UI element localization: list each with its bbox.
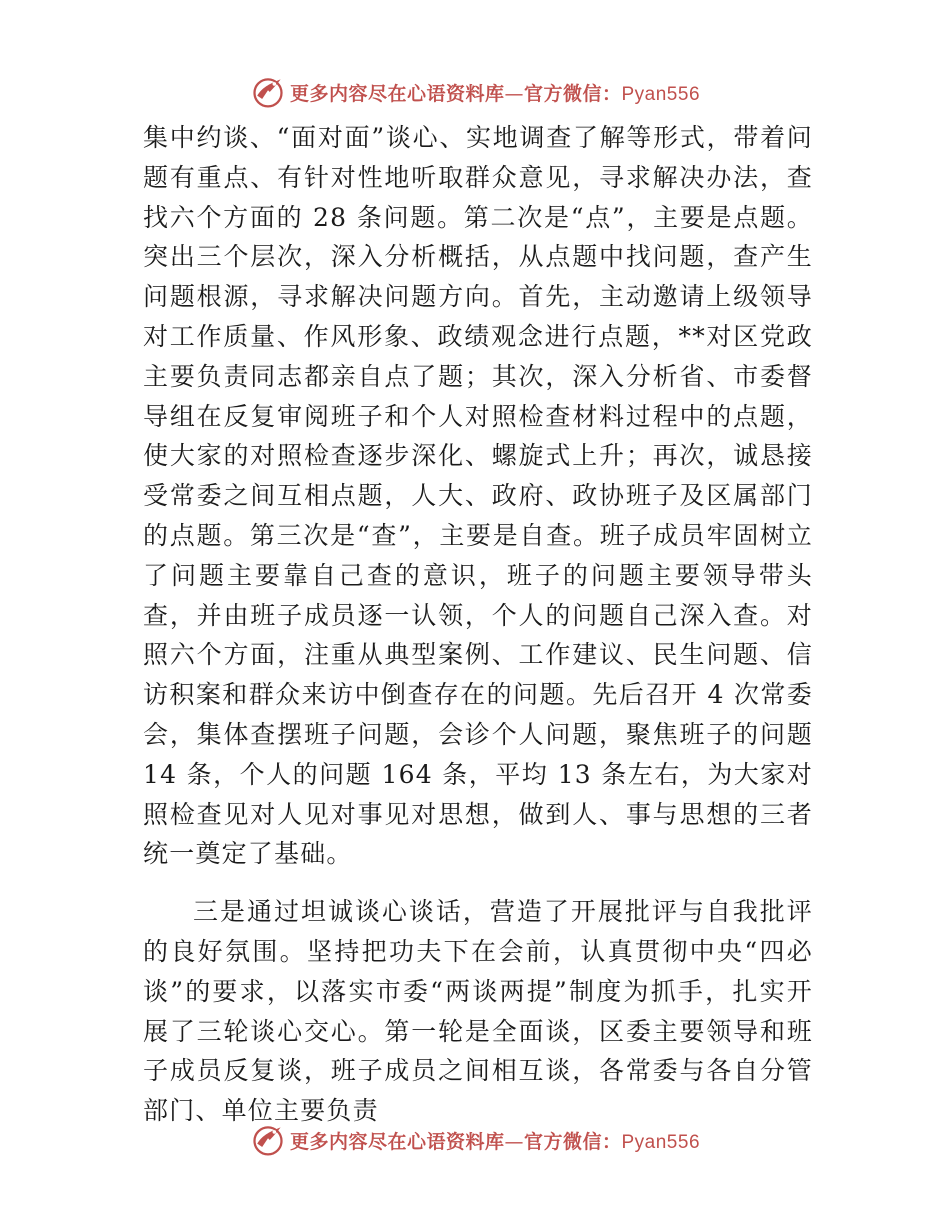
footer-banner xyxy=(0,1120,950,1160)
red-bird-logo-icon xyxy=(250,1122,286,1158)
body-paragraph-1: 集中约谈、“面对面”谈心、实地调查了解等形式，带着问题有重点、有针对性地听取群众意见，寻求解决办法，查找六个方面的 28 条问题。第二次是“点”，主要是点题。突出三个层次，深入分析概括，从点题中找问题，查产生问题根源，寻求解决问题方向。首先，主动邀请上级领导对工作质量、作风形象、政绩观念进行点题，**对区党政主要负责同志都亲自点了题；其次，深入分析省、市委督导组在反复审阅班子和个人对照检查材料过程中的点题，使大家的对照检查逐步深化、螺旋式上升；再次，诚恳接受常委之间互相点题，人大、政府、政协班子及区属部门的点题。第三次是“查”，主要是自查。班子成员牢固树立了问题主要靠自己查的意识，班子的问题主要领导带头查，并由班子成员逐一认领，个人的问题自己深入查。对照六个方面，注重从典型案例、工作建议、民生问题、信访积案和群众来访中倒查存在的问题。先后召开 4 次常委会，集体查摆班子问题，会诊个人问题，聚焦班子的问题 14 条，个人的问题 164 条，平均 13 条左右，为大家对照检查见对人见对事见对思想，做到人、事与思想的三者统一奠定了基础。 xyxy=(143,123,813,869)
footer-promo-text: 更多内容尽在心语资料库—官方微信：Pyan556 xyxy=(289,1130,701,1153)
header-contact-handle: Pyan556 xyxy=(621,83,701,105)
header-banner xyxy=(0,72,950,112)
body-paragraph-2: 三是通过坦诚谈心谈话，营造了开展批评与自我批评的良好氛围。坚持把功夫下在会前，认真贯彻中央“四必谈”的要求，以落实市委“两谈两提”制度为抓手，扎实开展了三轮谈心交心。第一轮是全面谈，区委主要领导和班子成员反复谈，班子成员之间相互谈，各常委与各自分管部门、单位主要负责 xyxy=(143,897,813,1126)
document-body xyxy=(143,118,813,1131)
footer-contact-handle: Pyan556 xyxy=(621,1131,701,1153)
header-promo-text: 更多内容尽在心语资料库—官方微信：Pyan556 xyxy=(289,82,701,105)
red-bird-logo-icon xyxy=(250,74,286,110)
